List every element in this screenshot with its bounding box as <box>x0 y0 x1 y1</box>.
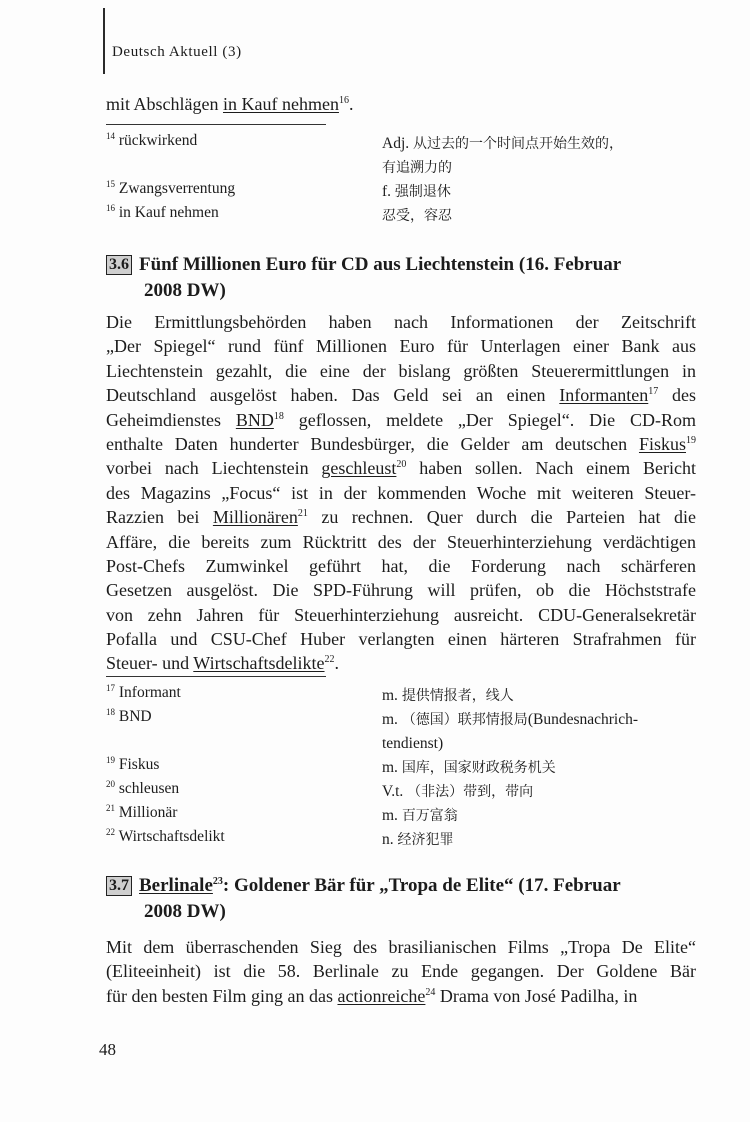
text-line <box>106 959 696 983</box>
vocab-definition: m. 提供情报者，线人 <box>382 687 514 704</box>
vocab-definition: n. 经济犯罪 <box>382 831 454 848</box>
text-run: Liechtenstein gezahlt, die eine der bislang größten Steuerermittlungen in <box>106 360 696 381</box>
footnote-number: 15 <box>106 179 115 189</box>
vocab-term: $^{21}$ Millionär <box>106 803 178 821</box>
section-title: Fünf Millionen Euro für CD aus Liechtenstein (16. Februar <box>139 254 622 275</box>
section-number-badge: 3.6 <box>106 255 132 275</box>
section-heading-3-7 <box>106 873 696 925</box>
vocab-term: $^{18}$ BND <box>106 707 152 725</box>
running-title: Deutsch Aktuell (3) <box>112 44 242 60</box>
vocab-list-1 <box>106 132 696 232</box>
text-run: Pofalla und CSU-Chef Huber verlangten einen härteren Strafrahmen für <box>106 629 696 650</box>
footnote-rule <box>106 676 326 677</box>
vocab-entry <box>106 780 696 804</box>
vocab-definition: m. 国库，国家财政税务机关 <box>382 759 556 776</box>
section-title: : Goldener Bär für „Tropa de Elite“ (17. Februar <box>222 875 621 896</box>
vocab-definition: 忍受，容忍 <box>382 208 452 224</box>
vocab-term: $^{14}$ rückwirkend <box>106 131 198 149</box>
text-run: „Der Spiegel“ rund fünf Millionen Euro für Unterlagen einer Bank aus <box>106 336 696 357</box>
vocab-list-2 <box>106 684 696 854</box>
text-line <box>106 456 696 480</box>
text-run: (Eliteeinheit) ist die 58. Berlinale zu Ende gegangen. Der Goldene Bär <box>106 961 696 982</box>
text-run: Razzien bei <box>106 507 213 528</box>
footnote-number: 17 <box>106 683 115 693</box>
text-line <box>106 334 696 358</box>
text-run: enthalte Daten hunderter Bundesbürger, die Gelder am deutschen <box>106 433 639 454</box>
footnote-rule <box>106 124 326 125</box>
text-run: Deutschland ausgelöst haben. Das Geld sei an einen <box>106 385 560 406</box>
footnote-number: 16 <box>106 203 115 213</box>
footnote-number: 20 <box>106 779 115 789</box>
text-line <box>106 651 696 675</box>
vocab-entry <box>106 828 696 852</box>
footnote-ref: 21 <box>297 508 308 520</box>
text-line <box>106 935 696 959</box>
text-run: zu rechnen. Quer durch die Parteien hat die <box>307 507 696 528</box>
text-run: Die Ermittlungsbehörden haben nach Informationen der Zeitschrift <box>106 312 696 332</box>
article-paragraph-3-6 <box>106 310 696 676</box>
footnote-ref: 16 <box>338 95 349 106</box>
text-run: vorbei nach Liechtenstein <box>106 458 322 479</box>
section-heading-3-6 <box>106 252 696 304</box>
glossary-term-link[interactable]: Informanten <box>559 385 649 406</box>
header-rule <box>103 8 105 74</box>
text-run: Affäre, die bereits zum Rücktritt des der Steuerhinterziehung verdächtigen <box>106 531 696 552</box>
text-run: Post-Chefs Zumwinkel geführt hat, die Forderung nach schärferen <box>106 555 696 576</box>
vocab-term: $^{16}$ in Kauf nehmen <box>106 203 219 221</box>
text-line <box>106 408 696 432</box>
vocab-entry <box>106 131 696 176</box>
intro-link[interactable]: in Kauf nehmen <box>222 94 339 114</box>
glossary-term-link[interactable]: Wirtschaftsdelikte <box>193 653 325 674</box>
footnote-ref: 17 <box>648 386 659 398</box>
text-line <box>106 359 696 383</box>
footnote-ref: 22 <box>324 654 335 666</box>
text-line <box>106 530 696 554</box>
vocab-term: $^{22}$ Wirtschaftsdelikt <box>106 827 225 845</box>
intro-text: mit Abschlägen <box>106 94 223 114</box>
intro-fragment: mit Abschlägen in Kauf nehmen$^{16}$. <box>106 94 354 114</box>
vocab-term: $^{15}$ Zwangsverrentung <box>106 179 236 197</box>
glossary-term-link[interactable]: actionreiche <box>337 985 426 1006</box>
vocab-entry <box>106 707 696 752</box>
text-line <box>106 505 696 529</box>
footnote-ref: 23 <box>212 876 223 887</box>
vocab-entry <box>106 756 696 780</box>
glossary-term-link[interactable]: Fiskus <box>638 433 686 454</box>
text-run: Steuer- und <box>106 653 194 674</box>
text-run: Mit dem überraschenden Sieg des brasilianischen Films „Tropa De Elite“ <box>106 937 696 957</box>
text-line <box>106 310 696 334</box>
footnote-ref: 19 <box>686 434 696 446</box>
footnote-ref: 20 <box>396 459 407 471</box>
vocab-definition: m. （德国）联邦情报局(Bundesnachrich- tendienst) <box>382 711 638 752</box>
text-run: geflossen, meldete „Der Spiegel“. Die CD-Rom <box>283 409 696 430</box>
section-title-link[interactable]: Berlinale <box>139 875 213 896</box>
text-line <box>106 432 696 456</box>
text-line <box>106 383 696 407</box>
vocab-definition: V.t. （非法）带到，带向 <box>382 783 534 800</box>
vocab-term: $^{19}$ Fiskus <box>106 755 160 773</box>
text-run: Drama von José Padilha, in <box>435 985 638 1006</box>
vocab-entry <box>106 684 696 708</box>
text-line <box>106 481 696 505</box>
text-run: haben sollen. Nach einem Bericht <box>406 458 696 479</box>
vocab-definition: f. 强制退休 <box>382 183 451 200</box>
vocab-entry <box>106 204 696 228</box>
vocab-definition: Adj. 从过去的一个时间点开始生效的， 有追溯力的 <box>382 135 623 176</box>
text-line <box>106 603 696 627</box>
footnote-number: 21 <box>106 803 115 813</box>
footnote-number: 19 <box>106 755 115 765</box>
glossary-term-link[interactable]: geschleust <box>321 458 397 479</box>
footnote-number: 22 <box>106 827 115 837</box>
vocab-term: $^{17}$ Informant <box>106 683 181 701</box>
section-number-badge: 3.7 <box>106 876 132 896</box>
text-run: von zehn Jahren für Steuerhinterziehung ausreicht. CDU-Generalsekretär <box>106 604 696 625</box>
text-line <box>106 578 696 602</box>
article-paragraph-3-7 <box>106 935 696 1008</box>
text-run: des Magazins „Focus“ ist in der kommenden Woche mit weiteren Steuer- <box>106 482 696 503</box>
footnote-number: 14 <box>106 131 115 141</box>
text-run: für den besten Film ging an das <box>106 985 338 1006</box>
footnote-number: 18 <box>106 707 115 717</box>
page-number: 48 <box>99 1040 116 1059</box>
footnote-ref: 18 <box>273 410 284 422</box>
text-run: des <box>658 385 696 406</box>
text-line <box>106 554 696 578</box>
glossary-term-link[interactable]: Millionären <box>212 507 298 528</box>
text-line <box>106 627 696 651</box>
vocab-definition: m. 百万富翁 <box>382 807 458 824</box>
text-run: Gesetzen ausgelöst. Die SPD-Führung will prüfen, ob die Höchststrafe <box>106 580 696 601</box>
text-run: . <box>334 653 340 674</box>
text-run: Geheimdienstes <box>106 409 236 430</box>
text-line <box>106 984 696 1008</box>
glossary-term-link[interactable]: BND <box>235 409 274 430</box>
vocab-entry <box>106 180 696 204</box>
footnote-ref: 24 <box>425 986 436 998</box>
section-title-line2: 2008 DW) <box>144 280 226 301</box>
vocab-term: $^{20}$ schleusen <box>106 779 180 797</box>
vocab-entry <box>106 804 696 828</box>
section-title-line2: 2008 DW) <box>144 901 226 922</box>
